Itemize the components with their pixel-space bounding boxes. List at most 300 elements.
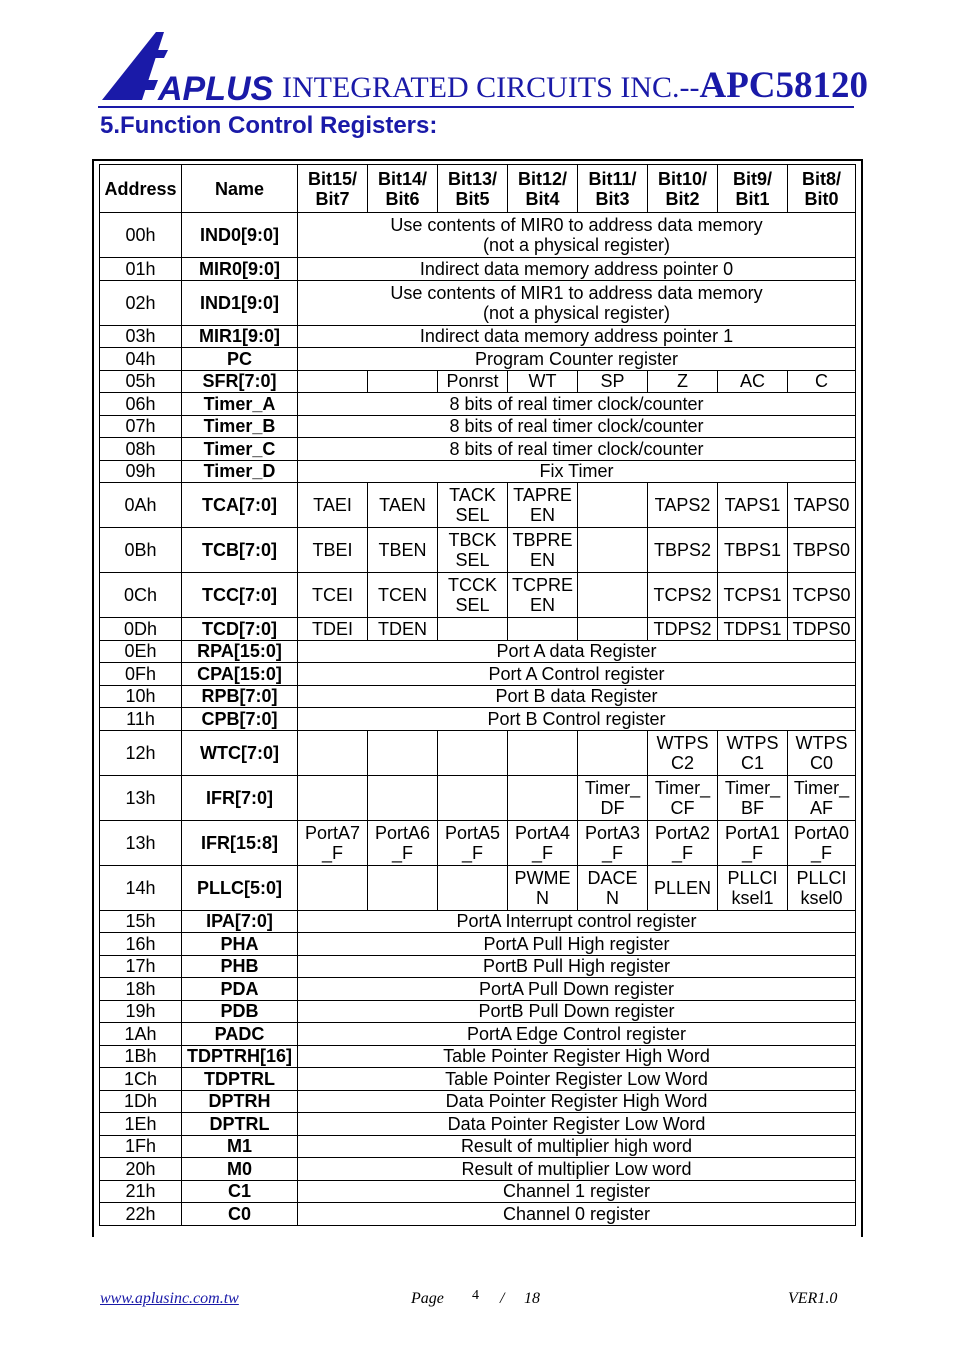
bit-label: PLLCI: [727, 867, 778, 888]
bit-cell: [578, 775, 648, 820]
description-line: 8 bits of real timer clock/counter: [449, 438, 704, 459]
bit-cell: [508, 618, 578, 641]
bit-cell: [648, 483, 718, 528]
bit-label: TBPS0: [792, 540, 851, 560]
register-name: CPB[7:0]: [182, 708, 298, 731]
bit-label: Ponrst: [446, 371, 499, 392]
register-name: TCB[7:0]: [182, 528, 298, 573]
bit-label: BF: [740, 797, 764, 818]
column-header-line: Bit13/: [447, 168, 498, 189]
column-header-line: Bit7: [315, 188, 350, 209]
bit-cell: [298, 483, 368, 528]
page-total: 18: [524, 1290, 540, 1307]
bit-cell: [438, 775, 508, 820]
description-line: PortA Interrupt control register: [456, 911, 697, 932]
register-row: [100, 1090, 856, 1113]
company-name: [282, 65, 869, 106]
bit-cell: [578, 820, 648, 865]
bit-label: TCEN: [378, 585, 427, 605]
bit-cell: [718, 775, 788, 820]
register-address: 1Eh: [100, 1113, 182, 1136]
register-row: [100, 325, 856, 348]
bit-cell: [298, 618, 368, 641]
register-address: 08h: [100, 438, 182, 461]
register-row: [100, 910, 856, 933]
bit-cell: [788, 775, 856, 820]
register-row: [100, 415, 856, 438]
bit-label: TDEI: [311, 618, 353, 639]
description-line: Result of multiplier high word: [460, 1136, 693, 1157]
register-address: 13h: [100, 775, 182, 820]
register-name: PDB: [182, 1000, 298, 1023]
register-name: PDA: [182, 978, 298, 1001]
register-description: [298, 1113, 856, 1136]
register-row: [100, 393, 856, 416]
register-address: 0Ah: [100, 483, 182, 528]
bit-cell: [718, 573, 788, 618]
register-name: M1: [182, 1135, 298, 1158]
bit-label: TBPRE: [512, 530, 573, 550]
column-header-line: Bit14/: [377, 168, 428, 189]
register-address: 1Ah: [100, 1023, 182, 1046]
register-name: TCA[7:0]: [182, 483, 298, 528]
register-name: PHB: [182, 955, 298, 978]
register-address: 06h: [100, 393, 182, 416]
register-address: 1Fh: [100, 1135, 182, 1158]
bit-label: _F: [461, 842, 483, 863]
bit-cell: [298, 370, 368, 393]
description-line: Table Pointer Register High Word: [443, 1046, 710, 1067]
register-address: 1Dh: [100, 1090, 182, 1113]
register-address: 10h: [100, 685, 182, 708]
register-name: IPA[7:0]: [182, 910, 298, 933]
bit-label: EN: [529, 505, 555, 525]
bit-cell: [438, 618, 508, 641]
bit-label: _F: [391, 842, 413, 863]
register-row: [100, 348, 856, 371]
register-row: [100, 1068, 856, 1091]
description-line: Use contents of MIR1 to address data memory: [390, 282, 763, 303]
bit-label: AF: [809, 797, 833, 818]
bit-cell: [298, 820, 368, 865]
register-address: 22h: [100, 1203, 182, 1226]
description-line: Channel 1 register: [502, 1181, 651, 1202]
column-header-line: Bit15/: [307, 168, 358, 189]
register-row: [100, 1135, 856, 1158]
bit-label: DF: [600, 797, 625, 818]
description-line: Program Counter register: [474, 348, 679, 369]
bit-cell: [508, 370, 578, 393]
register-address: 16h: [100, 933, 182, 956]
bit-cell: [788, 618, 856, 641]
bit-cell: [438, 370, 508, 393]
bit-label: TDPS0: [792, 618, 851, 639]
bit-label: C: [815, 371, 828, 392]
page-footer: [0, 1290, 954, 1312]
description-line: Use contents of MIR0 to address data memory: [390, 215, 763, 235]
register-description: [298, 663, 856, 686]
bit-label: CF: [670, 797, 695, 818]
bit-label: PortA5: [444, 822, 501, 843]
bit-cell: [648, 775, 718, 820]
column-header-line: Bit2: [665, 188, 700, 209]
bit-label: TBEI: [312, 540, 353, 560]
bit-label: Timer_: [793, 777, 850, 798]
bit-cell: [508, 573, 578, 618]
register-row: [100, 258, 856, 281]
bit-label: SEL: [455, 550, 490, 570]
bit-label: TAPS0: [793, 495, 850, 515]
bit-label: SEL: [455, 595, 490, 615]
register-name: IND1[9:0]: [182, 280, 298, 325]
description-line: Data Pointer Register High Word: [445, 1091, 708, 1112]
register-row: [100, 370, 856, 393]
bit-cell: [438, 483, 508, 528]
register-name: C1: [182, 1180, 298, 1203]
column-header: [368, 165, 438, 213]
bit-label: EN: [529, 595, 555, 615]
bit-label: PLLEN: [653, 877, 712, 898]
bit-label: _F: [671, 842, 693, 863]
column-header: [298, 165, 368, 213]
bit-label: C1: [740, 752, 764, 773]
bit-cell: [368, 528, 438, 573]
description-line: Port A Control register: [488, 663, 665, 684]
bit-cell: [438, 528, 508, 573]
register-address: 20h: [100, 1158, 182, 1181]
bit-label: Timer_: [584, 777, 641, 798]
column-header-line: Bit9/: [732, 168, 772, 189]
register-address: 19h: [100, 1000, 182, 1023]
register-description: [298, 258, 856, 281]
register-row: [100, 1113, 856, 1136]
column-header: [508, 165, 578, 213]
description-line: Table Pointer Register Low Word: [445, 1068, 708, 1089]
column-header-line: Bit5: [455, 188, 490, 209]
register-name: WTC[7:0]: [182, 730, 298, 775]
register-row: [100, 933, 856, 956]
bit-cell: [788, 483, 856, 528]
register-name: PHA: [182, 933, 298, 956]
bit-cell: [648, 865, 718, 910]
register-row: [100, 460, 856, 483]
register-address: 0Bh: [100, 528, 182, 573]
register-row: [100, 618, 856, 641]
bit-cell: [788, 865, 856, 910]
register-row: [100, 685, 856, 708]
description-line: Data Pointer Register Low Word: [447, 1113, 706, 1134]
register-description: [298, 1045, 856, 1068]
version: VER1.0: [788, 1290, 838, 1307]
bit-cell: [508, 820, 578, 865]
register-address: 09h: [100, 460, 182, 483]
model-number: APC58120: [699, 65, 869, 106]
bit-label: PortA2: [654, 822, 711, 843]
bit-cell: [788, 573, 856, 618]
register-row: [100, 213, 856, 258]
description-line: Port B data Register: [495, 686, 658, 707]
bit-label: PortA4: [514, 822, 571, 843]
register-description: [298, 1203, 856, 1226]
bit-label: Timer_: [724, 777, 781, 798]
register-name: TDPTRH[16]: [182, 1045, 298, 1068]
register-description: [298, 438, 856, 461]
bit-cell: [578, 865, 648, 910]
column-header: Address: [100, 165, 182, 213]
description-line: Indirect data memory address pointer 1: [419, 326, 734, 347]
bit-label: TACK: [449, 485, 496, 505]
bit-label: WT: [528, 371, 557, 392]
register-address: 04h: [100, 348, 182, 371]
bit-label: _F: [321, 842, 343, 863]
register-row: [100, 730, 856, 775]
bit-label: TDEN: [378, 618, 427, 639]
column-header: [718, 165, 788, 213]
column-header-line: Bit10/: [657, 168, 708, 189]
register-address: 14h: [100, 865, 182, 910]
column-header-line: Bit8/: [801, 168, 841, 189]
register-description: [298, 1090, 856, 1113]
register-address: 17h: [100, 955, 182, 978]
register-name: PLLC[5:0]: [182, 865, 298, 910]
register-name: IND0[9:0]: [182, 213, 298, 258]
bit-label: _F: [531, 842, 553, 863]
description-line: PortB Pull Down register: [478, 1001, 675, 1022]
register-name: PC: [182, 348, 298, 371]
bit-label: _F: [741, 842, 763, 863]
bit-label: TCPS2: [653, 585, 712, 605]
register-description: [298, 640, 856, 663]
bit-label: WTPS: [656, 732, 709, 753]
bit-label: TBPS1: [723, 540, 782, 560]
bit-cell: [648, 730, 718, 775]
bit-cell: [438, 865, 508, 910]
bit-label: PortA1: [724, 822, 781, 843]
bit-label: N: [536, 887, 549, 908]
bit-label: _F: [601, 842, 623, 863]
column-header: [788, 165, 856, 213]
bit-label: TCEI: [311, 585, 353, 605]
description-line: Indirect data memory address pointer 0: [419, 258, 734, 279]
register-row: [100, 663, 856, 686]
bit-cell: [578, 618, 648, 641]
bit-cell: [788, 820, 856, 865]
description-line: (not a physical register): [482, 235, 671, 255]
register-name: M0: [182, 1158, 298, 1181]
bit-cell: [578, 483, 648, 528]
page-separator: /: [500, 1290, 505, 1307]
register-description: [298, 978, 856, 1001]
register-address: 15h: [100, 910, 182, 933]
column-header: [648, 165, 718, 213]
register-row: [100, 573, 856, 618]
register-name: IFR[7:0]: [182, 775, 298, 820]
bit-cell: [718, 618, 788, 641]
register-name: RPB[7:0]: [182, 685, 298, 708]
bit-label: TAPS1: [724, 495, 781, 515]
bit-cell: [298, 730, 368, 775]
register-name: Timer_A: [182, 393, 298, 416]
register-row: [100, 1158, 856, 1181]
bit-label: TCPS0: [792, 585, 851, 605]
bit-cell: [648, 528, 718, 573]
register-address: 01h: [100, 258, 182, 281]
register-row: [100, 1180, 856, 1203]
register-address: 05h: [100, 370, 182, 393]
register-address: 0Dh: [100, 618, 182, 641]
register-description: [298, 708, 856, 731]
bit-cell: [508, 483, 578, 528]
bit-label: AC: [739, 371, 765, 392]
bit-cell: [438, 573, 508, 618]
bit-label: PLLCI: [796, 867, 847, 888]
bit-label: EN: [529, 550, 555, 570]
bit-cell: [648, 820, 718, 865]
register-description: [298, 955, 856, 978]
bit-cell: [578, 730, 648, 775]
description-line: (not a physical register): [482, 302, 671, 323]
register-description: [298, 685, 856, 708]
bit-label: SEL: [455, 505, 490, 525]
bit-label: TAEN: [379, 495, 426, 515]
register-description: [298, 1180, 856, 1203]
register-address: 18h: [100, 978, 182, 1001]
bit-label: WTPS: [726, 732, 779, 753]
register-address: 21h: [100, 1180, 182, 1203]
register-row: [100, 955, 856, 978]
register-address: 1Ch: [100, 1068, 182, 1091]
table-body: [100, 213, 856, 1226]
column-header-line: Bit1: [735, 188, 770, 209]
register-description: [298, 1135, 856, 1158]
bit-label: Z: [677, 371, 688, 392]
bit-cell: [718, 820, 788, 865]
register-name: TCC[7:0]: [182, 573, 298, 618]
description-line: Fix Timer: [539, 461, 614, 482]
register-address: 0Eh: [100, 640, 182, 663]
register-description: [298, 933, 856, 956]
description-line: PortA Pull High register: [483, 933, 670, 954]
bit-label: _F: [810, 842, 832, 863]
register-description: [298, 415, 856, 438]
description-line: 8 bits of real timer clock/counter: [449, 393, 704, 414]
register-description: [298, 348, 856, 371]
bit-cell: [788, 730, 856, 775]
bit-cell: [578, 370, 648, 393]
register-name: TCD[7:0]: [182, 618, 298, 641]
company-text: INTEGRATED CIRCUITS INC.--: [282, 71, 700, 104]
bit-label: PortA6: [374, 822, 431, 843]
bit-cell: [368, 370, 438, 393]
register-name: SFR[7:0]: [182, 370, 298, 393]
column-header-line: Bit4: [525, 188, 560, 209]
register-name: CPA[15:0]: [182, 663, 298, 686]
register-row: [100, 1023, 856, 1046]
register-name: MIR1[9:0]: [182, 325, 298, 348]
bit-cell: [368, 730, 438, 775]
register-description: [298, 1023, 856, 1046]
bit-cell: [368, 775, 438, 820]
register-name: Timer_D: [182, 460, 298, 483]
bit-label: DACE: [587, 867, 638, 888]
register-row: [100, 483, 856, 528]
register-address: 00h: [100, 213, 182, 258]
column-header-line: Bit3: [595, 188, 630, 209]
register-address: 0Fh: [100, 663, 182, 686]
table-header: [100, 165, 856, 213]
bit-cell: [368, 483, 438, 528]
register-name: TDPTRL: [182, 1068, 298, 1091]
register-name: Timer_C: [182, 438, 298, 461]
bit-label: TAEI: [313, 495, 352, 515]
bit-label: TCPS1: [723, 585, 782, 605]
logo-text: APLUS: [158, 70, 274, 104]
column-header: [438, 165, 508, 213]
register-name: RPA[15:0]: [182, 640, 298, 663]
bit-cell: [718, 528, 788, 573]
bit-cell: [508, 865, 578, 910]
register-address: 03h: [100, 325, 182, 348]
bit-label: TCPRE: [511, 575, 573, 595]
bit-cell: [368, 865, 438, 910]
description-line: Port A data Register: [496, 641, 657, 662]
bit-label: TCCK: [448, 575, 497, 595]
bit-label: N: [606, 887, 619, 908]
bit-cell: [648, 370, 718, 393]
page-header: [98, 28, 869, 108]
bit-cell: [718, 865, 788, 910]
register-address: 02h: [100, 280, 182, 325]
aplus-logo: [98, 28, 276, 104]
bit-label: C0: [809, 752, 833, 773]
bit-cell: [648, 618, 718, 641]
bit-label: PortA7: [304, 822, 361, 843]
bit-cell: [578, 528, 648, 573]
register-address: 12h: [100, 730, 182, 775]
description-line: Result of multiplier Low word: [461, 1158, 692, 1179]
register-description: [298, 1068, 856, 1091]
website-link[interactable]: www.aplusinc.com.tw: [100, 1290, 239, 1307]
register-name: IFR[15:8]: [182, 820, 298, 865]
register-row: [100, 1203, 856, 1226]
bit-label: TDPS1: [723, 618, 782, 639]
column-header-line: Bit12/: [517, 168, 568, 189]
bit-cell: [368, 573, 438, 618]
description-line: PortA Pull Down register: [478, 978, 675, 999]
bit-cell: [368, 618, 438, 641]
register-row: [100, 708, 856, 731]
column-header: Name: [182, 165, 298, 213]
section-title: 5.Function Control Registers:: [100, 112, 438, 139]
bit-label: TBPS2: [653, 540, 712, 560]
bit-cell: [438, 730, 508, 775]
bit-label: TAPS2: [654, 495, 711, 515]
register-row: [100, 640, 856, 663]
register-name: C0: [182, 1203, 298, 1226]
bit-label: TBEN: [378, 540, 427, 560]
register-row: [100, 280, 856, 325]
bit-label: C2: [670, 752, 694, 773]
register-name: DPTRL: [182, 1113, 298, 1136]
bit-cell: [578, 573, 648, 618]
bit-cell: [298, 528, 368, 573]
bit-label: ksel1: [731, 887, 774, 908]
register-description: [298, 460, 856, 483]
bit-cell: [508, 775, 578, 820]
bit-label: PWME: [514, 867, 571, 888]
register-row: [100, 528, 856, 573]
bit-cell: [718, 483, 788, 528]
